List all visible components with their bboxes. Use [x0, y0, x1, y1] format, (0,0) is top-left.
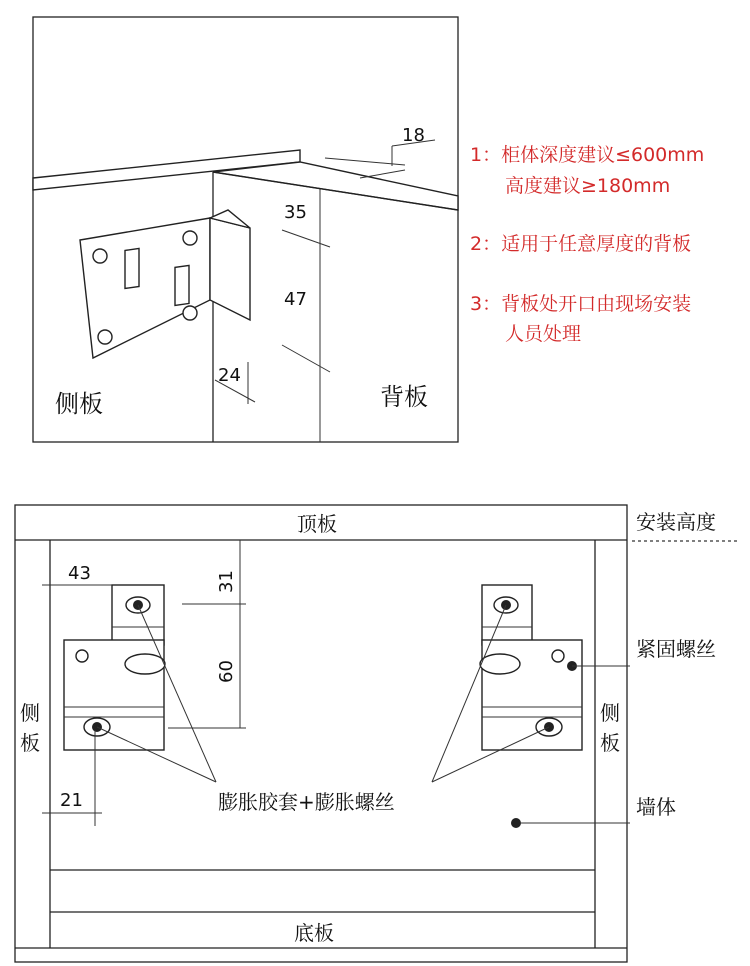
label-expansion: 膨胀胶套+膨胀螺丝 [218, 790, 395, 814]
dim-line [282, 230, 330, 247]
dim-line [282, 345, 330, 372]
label-right-side-2: 板 [600, 731, 620, 755]
screw-hole-icon [183, 231, 197, 245]
label-bottom-panel: 底板 [294, 921, 334, 945]
slot [125, 248, 139, 288]
bottom-diagram [15, 505, 740, 962]
label-right-side-1: 侧 [600, 701, 620, 725]
hinge-arm [210, 218, 250, 320]
note-3-line-1: 3：背板处开口由现场安装 [470, 293, 692, 315]
slot-icon [125, 654, 165, 674]
dim-47: 47 [284, 289, 307, 310]
bracket-top [482, 585, 532, 645]
dim-60: 60 [216, 660, 237, 683]
left-bracket [64, 585, 165, 750]
dim-line [360, 170, 405, 178]
label-left-side-1: 侧 [20, 701, 40, 725]
label-install-height: 安装高度 [636, 510, 716, 534]
right-bracket [480, 585, 582, 750]
dim-24: 24 [218, 365, 241, 386]
dim-31: 31 [216, 570, 237, 593]
dim-line [325, 158, 405, 165]
dim-21: 21 [60, 790, 83, 811]
label-top-panel: 顶板 [297, 512, 337, 536]
slot-icon [480, 654, 520, 674]
note-2-line-1: 2：适用于任意厚度的背板 [470, 233, 692, 255]
dim-35: 35 [284, 202, 307, 223]
screw-hole-icon [93, 249, 107, 263]
dim-43: 43 [68, 563, 91, 584]
label-side-panel: 侧板 [55, 390, 103, 418]
label-fastening-screw: 紧固螺丝 [636, 637, 716, 661]
wall-dot-icon [511, 818, 521, 828]
top-board-right [213, 162, 458, 210]
label-wall: 墙体 [636, 795, 676, 819]
slot [175, 265, 189, 305]
note-1-line-2: 高度建议≥180mm [505, 175, 671, 197]
screw-hole-icon [98, 330, 112, 344]
label-back-panel: 背板 [380, 383, 428, 411]
dim-18: 18 [402, 125, 425, 146]
top-diagram [33, 17, 458, 442]
screw-hole-icon [183, 306, 197, 320]
screw-hole-icon [76, 650, 88, 662]
screw-hole-icon [552, 650, 564, 662]
note-3-line-2: 人员处理 [505, 323, 582, 345]
note-1-line-1: 1：柜体深度建议≤600mm [470, 144, 705, 166]
label-left-side-2: 板 [20, 731, 40, 755]
notes [470, 144, 704, 345]
bracket-top [112, 585, 164, 645]
